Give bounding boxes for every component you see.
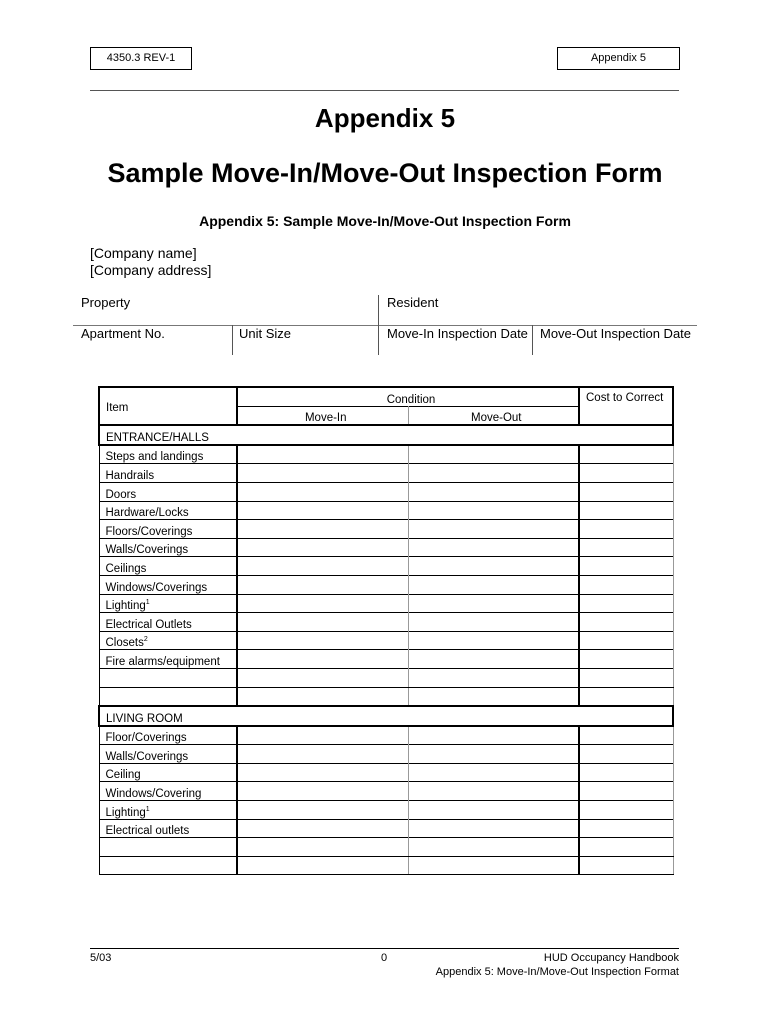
section-row — [99, 425, 673, 445]
item-cell — [99, 782, 237, 801]
move-in-cell[interactable] — [237, 538, 408, 557]
appendix-label-box: Appendix 5 — [557, 47, 680, 70]
move-out-cell[interactable] — [408, 594, 579, 613]
company-name: [Company name] — [90, 245, 197, 261]
item-label: Steps and landings — [105, 451, 204, 464]
item-cell — [99, 613, 237, 632]
item-cell — [99, 856, 237, 875]
move-out-cell[interactable] — [408, 575, 579, 594]
move-out-cell[interactable] — [408, 464, 579, 483]
cost-cell[interactable] — [579, 668, 673, 687]
move-out-cell[interactable] — [408, 501, 579, 520]
item-label: Handrails — [105, 469, 155, 482]
move-in-cell[interactable] — [237, 575, 408, 594]
move-in-cell[interactable] — [237, 726, 408, 745]
cost-cell[interactable] — [579, 594, 673, 613]
move-out-cell[interactable] — [408, 856, 579, 875]
table-row — [99, 726, 673, 745]
move-out-cell[interactable] — [408, 482, 579, 501]
move-out-cell[interactable] — [408, 538, 579, 557]
move-in-cell[interactable] — [237, 594, 408, 613]
move-in-date-field[interactable]: Move-In Inspection Date — [387, 326, 528, 341]
move-in-cell[interactable] — [237, 763, 408, 782]
cost-cell[interactable] — [579, 763, 673, 782]
cost-cell[interactable] — [579, 631, 673, 650]
move-in-cell[interactable] — [237, 801, 408, 820]
item-cell — [99, 650, 237, 669]
move-in-cell[interactable] — [237, 557, 408, 576]
item-label: Lighting — [105, 806, 146, 819]
item-cell — [99, 520, 237, 539]
table-row — [99, 520, 673, 539]
table-row — [99, 445, 673, 464]
move-out-cell[interactable] — [408, 445, 579, 464]
cost-cell[interactable] — [579, 838, 673, 857]
cost-cell[interactable] — [579, 501, 673, 520]
move-in-cell[interactable] — [237, 745, 408, 764]
move-in-cell[interactable] — [237, 838, 408, 857]
move-out-cell[interactable] — [408, 782, 579, 801]
page-subtitle: Sample Move-In/Move-Out Inspection Form — [107, 158, 663, 188]
footnote-marker: 2 — [143, 636, 148, 644]
move-in-cell[interactable] — [237, 687, 408, 706]
unit-size-field[interactable]: Unit Size — [239, 326, 292, 341]
field-divider-v — [532, 325, 533, 355]
table-row — [99, 650, 673, 669]
page-number: 0 — [381, 952, 388, 964]
field-divider-v — [232, 325, 233, 355]
move-out-cell[interactable] — [408, 763, 579, 782]
section-heading: ENTRANCE/HALLS — [99, 425, 673, 445]
move-in-cell[interactable] — [237, 482, 408, 501]
table-row — [99, 687, 673, 706]
table-row — [99, 782, 673, 801]
footnote-marker: 1 — [145, 805, 150, 813]
table-row — [99, 838, 673, 857]
item-label: Hardware/Locks — [105, 507, 189, 520]
table-row — [99, 538, 673, 557]
item-cell — [99, 594, 237, 613]
move-in-cell[interactable] — [237, 650, 408, 669]
table-row — [99, 464, 673, 483]
item-header: Item — [99, 387, 237, 425]
item-cell — [99, 631, 237, 650]
field-divider-v — [378, 295, 379, 355]
cost-header: Cost to Correct — [579, 387, 673, 425]
cost-cell[interactable] — [579, 745, 673, 764]
item-cell — [99, 819, 237, 838]
item-label: Ceilings — [105, 562, 147, 575]
cost-cell[interactable] — [579, 538, 673, 557]
item-cell — [99, 538, 237, 557]
apartment-no-field[interactable]: Apartment No. — [81, 326, 165, 341]
footer-date: 5/03 — [90, 952, 112, 964]
move-out-cell[interactable] — [408, 613, 579, 632]
footer-handbook: HUD Occupancy Handbook — [543, 952, 679, 964]
item-label: Electrical Outlets — [105, 618, 192, 631]
move-in-cell[interactable] — [237, 856, 408, 875]
item-label: Walls/Coverings — [105, 750, 189, 763]
cost-cell[interactable] — [579, 687, 673, 706]
move-in-cell[interactable] — [237, 464, 408, 483]
move-in-cell[interactable] — [237, 613, 408, 632]
table-row — [99, 575, 673, 594]
move-out-header: Move-Out — [408, 406, 579, 425]
doc-number-box: 4350.3 REV-1 — [90, 47, 192, 70]
item-label: Floors/Coverings — [105, 525, 193, 538]
cost-cell[interactable] — [579, 557, 673, 576]
item-label: Windows/Coverings — [105, 581, 208, 594]
item-cell — [99, 745, 237, 764]
company-address: [Company address] — [90, 262, 212, 278]
table-row — [99, 594, 673, 613]
table-row — [99, 856, 673, 875]
item-cell — [99, 464, 237, 483]
item-label: Closets — [105, 637, 144, 650]
cost-cell[interactable] — [579, 520, 673, 539]
move-in-cell[interactable] — [237, 631, 408, 650]
property-field-label: Property — [81, 295, 131, 310]
move-out-date-field[interactable]: Move-Out Inspection Date — [540, 326, 692, 341]
table-row — [99, 745, 673, 764]
item-cell — [99, 501, 237, 520]
table-row — [99, 801, 673, 820]
inspection-table — [98, 386, 674, 875]
header-rule — [90, 90, 679, 91]
move-in-cell[interactable] — [237, 520, 408, 539]
item-cell — [99, 445, 237, 464]
move-in-header: Move-In — [237, 406, 408, 425]
item-label: Doors — [105, 488, 137, 501]
move-out-cell[interactable] — [408, 819, 579, 838]
cost-cell[interactable] — [579, 819, 673, 838]
item-cell — [99, 763, 237, 782]
move-out-cell[interactable] — [408, 631, 579, 650]
item-cell — [99, 726, 237, 745]
form-heading: Appendix 5: Sample Move-In/Move-Out Inspection Form — [199, 213, 571, 229]
table-row — [99, 819, 673, 838]
cost-cell[interactable] — [579, 782, 673, 801]
cost-cell[interactable] — [579, 650, 673, 669]
move-out-cell[interactable] — [408, 520, 579, 539]
cost-cell[interactable] — [579, 856, 673, 875]
item-cell — [99, 687, 237, 706]
table-row — [99, 482, 673, 501]
footer-section: Appendix 5: Move-In/Move-Out Inspection Format — [435, 966, 679, 978]
move-in-cell[interactable] — [237, 668, 408, 687]
cost-cell[interactable] — [579, 726, 673, 745]
footnote-marker: 1 — [145, 599, 150, 607]
move-out-cell[interactable] — [408, 726, 579, 745]
move-in-cell[interactable] — [237, 501, 408, 520]
move-out-cell[interactable] — [408, 668, 579, 687]
table-row — [99, 501, 673, 520]
cost-cell[interactable] — [579, 464, 673, 483]
cost-cell[interactable] — [579, 801, 673, 820]
resident-field-label: Resident — [387, 295, 439, 310]
move-in-cell[interactable] — [237, 782, 408, 801]
move-in-cell[interactable] — [237, 445, 408, 464]
item-label: Electrical outlets — [105, 825, 190, 838]
move-out-cell[interactable] — [408, 838, 579, 857]
table-row — [99, 631, 673, 650]
table-row — [99, 763, 673, 782]
item-label: Floor/Coverings — [105, 732, 187, 745]
move-in-cell[interactable] — [237, 819, 408, 838]
item-cell — [99, 482, 237, 501]
table-header-row — [99, 387, 673, 406]
item-label: Walls/Coverings — [105, 544, 189, 557]
cost-cell[interactable] — [579, 445, 673, 464]
move-out-cell[interactable] — [408, 557, 579, 576]
table-row — [99, 613, 673, 632]
section-heading: LIVING ROOM — [99, 706, 673, 726]
item-label: Windows/Covering — [105, 788, 202, 801]
cost-cell[interactable] — [579, 575, 673, 594]
item-label: Fire alarms/equipment — [105, 655, 220, 668]
item-cell — [99, 668, 237, 687]
item-label: Lighting — [105, 600, 146, 613]
table-row — [99, 668, 673, 687]
move-out-cell[interactable] — [408, 801, 579, 820]
condition-header: Condition — [237, 387, 579, 406]
table-row — [99, 557, 673, 576]
move-out-cell[interactable] — [408, 687, 579, 706]
item-cell — [99, 575, 237, 594]
cost-cell[interactable] — [579, 613, 673, 632]
footer-rule — [90, 948, 679, 949]
move-out-cell[interactable] — [408, 745, 579, 764]
section-row — [99, 706, 673, 726]
page-title: Appendix 5 — [314, 103, 456, 133]
item-cell — [99, 801, 237, 820]
move-out-cell[interactable] — [408, 650, 579, 669]
item-label: Ceiling — [105, 769, 141, 782]
item-cell — [99, 557, 237, 576]
cost-cell[interactable] — [579, 482, 673, 501]
item-cell — [99, 838, 237, 857]
